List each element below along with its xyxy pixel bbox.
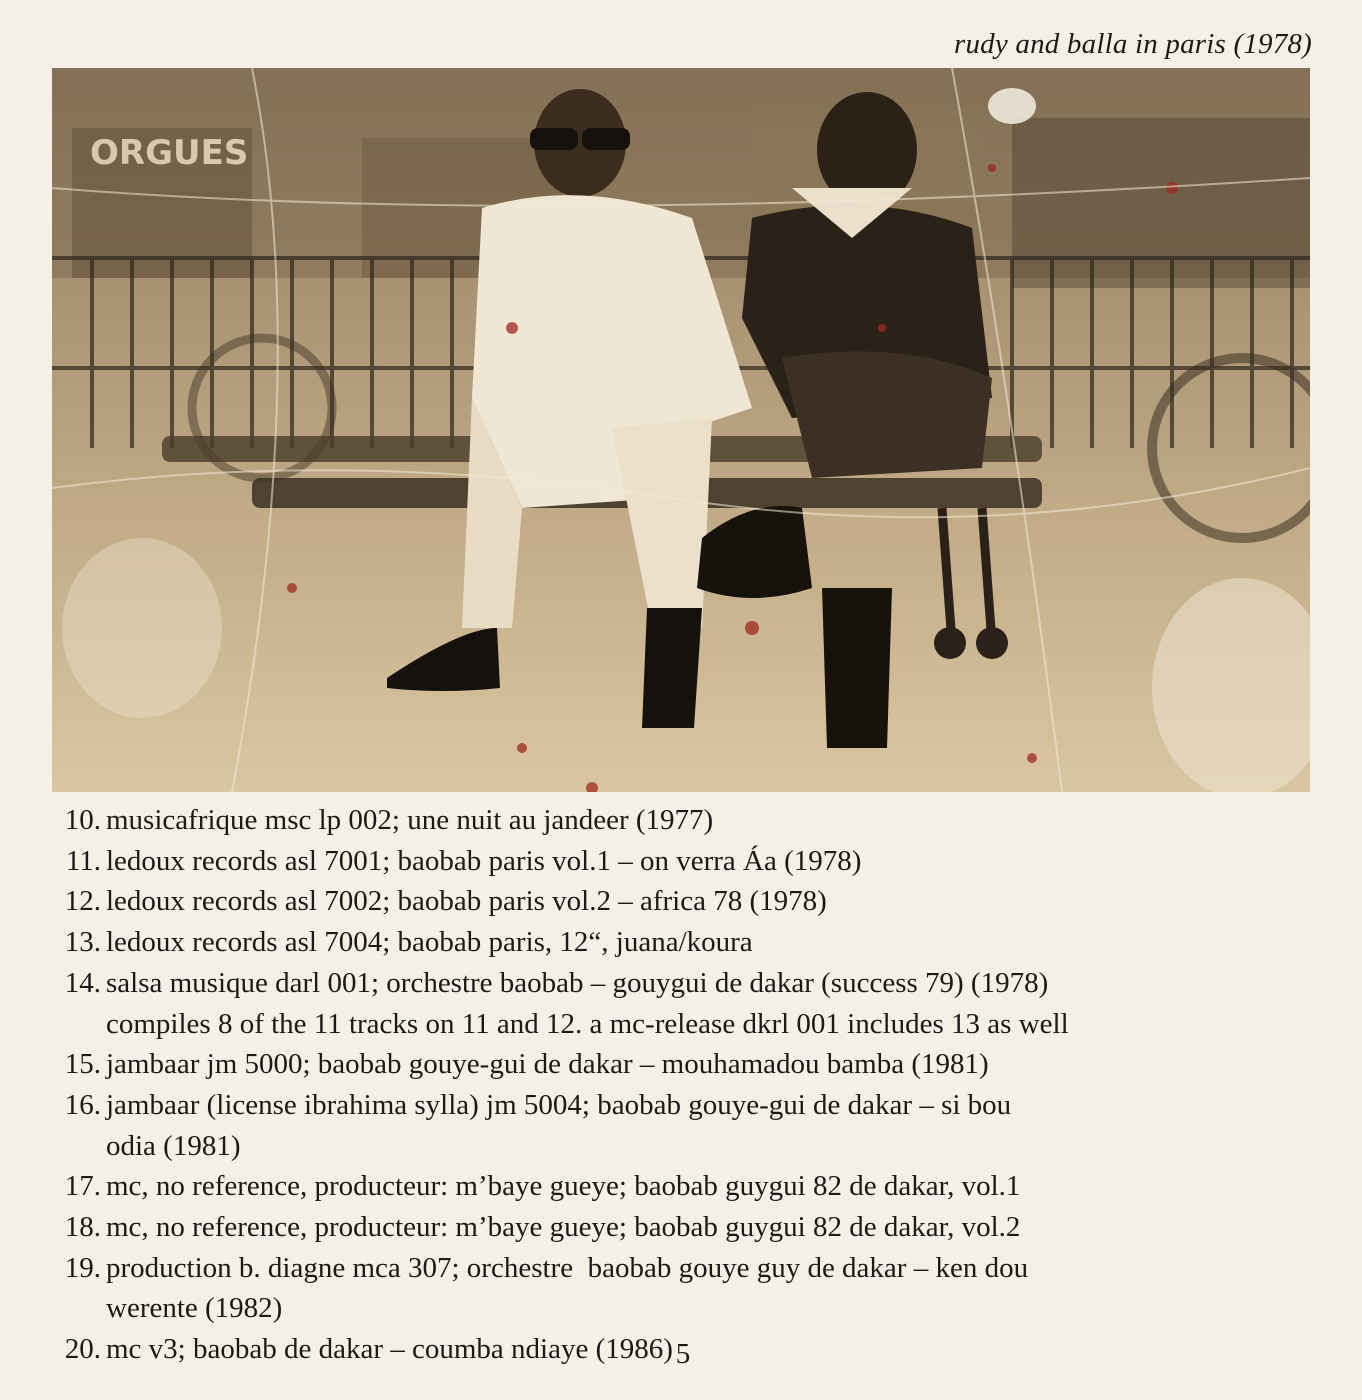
entry-number: 14. xyxy=(64,966,101,999)
entry-number: 20. xyxy=(64,1333,101,1366)
list-item xyxy=(44,1166,1324,1207)
storefront-sign: ORGUES xyxy=(90,133,249,173)
entry-number: 10. xyxy=(64,804,101,836)
motorbike-wheel xyxy=(1152,358,1310,538)
list-item xyxy=(44,922,1324,963)
entry-number: 18. xyxy=(64,1211,101,1244)
list-item xyxy=(44,1248,1324,1329)
entry-number: 11. xyxy=(65,844,101,877)
list-item xyxy=(44,881,1324,922)
entry-text: jambaar (license ibrahima sylla) jm 5004; baobab gouye-gui de dakar – si bou odia (1981) xyxy=(106,1088,1012,1162)
entry-text: ledoux records asl 7002; baobab paris vol.2 – africa 78 (1978) xyxy=(106,885,827,918)
page-number: 5 xyxy=(675,1338,691,1370)
entry-number: 19. xyxy=(64,1251,101,1284)
entry-text: mc, no reference, producteur: m’baye gueye; baobab guygui 82 de dakar, vol.1 xyxy=(106,1170,1021,1203)
list-item xyxy=(44,1207,1324,1248)
entry-text: musicafrique msc lp 002; une nuit au jandeer (1977) xyxy=(106,804,714,836)
entry-text: jambaar jm 5000; baobab gouye-gui de dakar – mouhamadou bamba (1981) xyxy=(106,1048,989,1081)
sepia-photo xyxy=(52,68,1310,792)
discography-list xyxy=(44,800,1324,1370)
list-item xyxy=(44,1044,1324,1085)
list-item xyxy=(44,1085,1324,1166)
entry-number: 13. xyxy=(64,926,101,959)
entry-text: ledoux records asl 7004; baobab paris, 12“, juana/koura xyxy=(106,926,753,959)
entry-text: salsa musique darl 001; orchestre baobab – gouygui de dakar (success 79) (1978) compiles 8 of the 11 tracks on 11 and 12. a mc-release dkrl 001 includes 13 as well xyxy=(106,966,1069,1040)
entry-text: mc, no reference, producteur: m’baye gueye; baobab guygui 82 de dakar, vol.2 xyxy=(106,1211,1021,1244)
entry-number: 15. xyxy=(64,1048,101,1081)
list-item xyxy=(44,800,1324,841)
entry-text: ledoux records asl 7001; baobab paris vol.1 – on verra Áa (1978) xyxy=(106,844,862,877)
entry-text: production b. diagne mca 307; orchestre baobab gouye guy de dakar – ken dou werente (1982) xyxy=(106,1251,1029,1325)
photo-caption: rudy and balla in paris (1978) xyxy=(953,28,1312,60)
entry-number: 17. xyxy=(64,1170,101,1203)
list-item xyxy=(44,963,1324,1044)
entry-number: 16. xyxy=(64,1088,101,1121)
list-item xyxy=(44,841,1324,882)
entry-number: 12. xyxy=(64,885,101,918)
entry-text: mc v3; baobab de dakar – coumba ndiaye (1986) xyxy=(106,1333,673,1366)
